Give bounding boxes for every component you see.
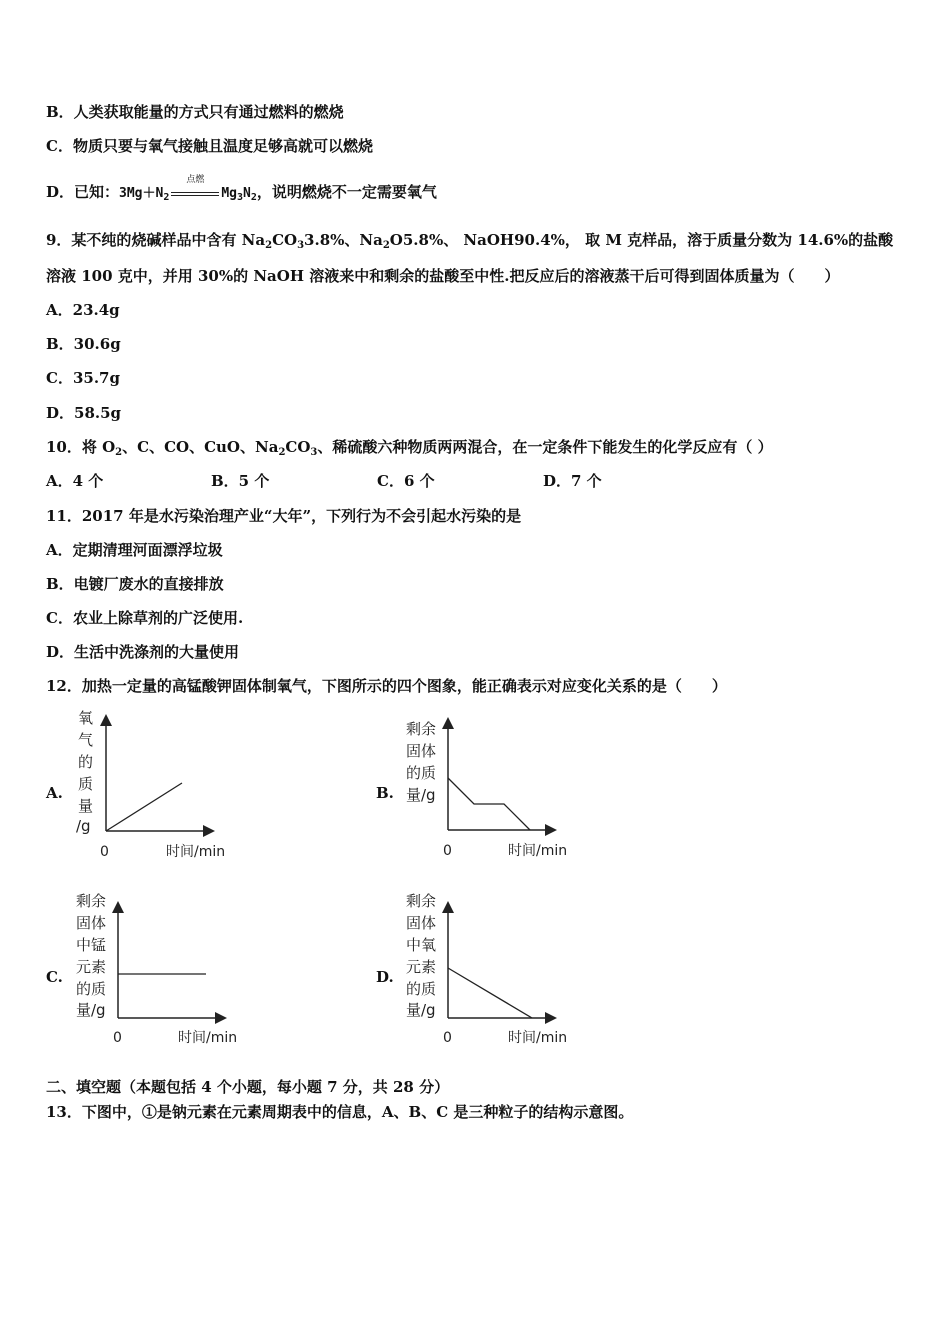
q9-option-c: C．35.7g [46, 369, 120, 387]
graph-d-ylabel-6: 量/g [406, 1001, 436, 1019]
q13-stem: 13．下图中，①是钠元素在元素周期表中的信息，A、B、C 是三种粒子的结构示意图。 [46, 1103, 634, 1121]
graph-b-ylabel-4: 量/g [406, 786, 436, 804]
q9-option-b: B．30.6g [46, 335, 121, 353]
reaction-condition: 点燃 [186, 175, 205, 185]
graph-d-ylabel-3: 中氧 [406, 936, 437, 954]
graph-d-ylabel-5: 的质 [406, 980, 437, 998]
graph-a-ylabel-5: 量 [78, 797, 94, 815]
graph-b-origin: 0 [443, 843, 452, 859]
graph-a [70, 705, 250, 865]
q10-option-c: C．6 个 [377, 472, 435, 490]
graph-a-ylabel-6: /g [76, 817, 91, 835]
q10-option-a: A．4 个 [46, 472, 104, 490]
q9-option-a: A．23.4g [46, 301, 120, 319]
graph-a-ylabel-2: 气 [78, 731, 94, 749]
q10-option-d: D．7 个 [543, 472, 602, 490]
graph-d-xlabel: 时间/min [508, 1030, 568, 1046]
graph-a-ylabel-4: 质 [78, 775, 94, 793]
q8-option-b: B．人类获取能量的方式只有通过燃料的燃烧 [46, 103, 344, 121]
graph-a-curve [106, 783, 182, 831]
q11-option-c: C．农业上除草剂的广泛使用. [46, 609, 244, 627]
q10-stem: 10．将 $O_2$、C、CO、CuO、$Na_2CO_3$、稀硫酸六种物质两两混合，在一定条件下能发生的化学反应有（ ） [46, 438, 773, 458]
graph-c-ylabel-5: 的质 [76, 980, 107, 998]
q11-option-a: A．定期清理河面漂浮垃圾 [46, 541, 223, 559]
graph-c-ylabel-6: 量/g [76, 1001, 106, 1019]
q8-option-d: D．已知：$3Mg+N_2$ 点燃 $Mg_3N_2$，说明燃烧不一定需要氧气 [46, 182, 437, 204]
q12-stem: 12．加热一定量的高锰酸钾固体制氧气，下图所示的四个图象，能正确表示对应变化关系的是（ ） [46, 677, 727, 695]
q9-stem-line2: 溶液 100 克中，并用 30%的 NaOH 溶液来中和剩余的盐酸至中性.把反应后的溶液蒸干后可得到固体质量为（ ） [46, 267, 840, 285]
graph-d [400, 888, 590, 1050]
graph-a-label: A. [46, 784, 63, 802]
graph-a-xlabel: 时间/min [166, 844, 226, 860]
graph-a-ylabel-3: 的 [78, 753, 94, 771]
graph-b-label: B. [376, 784, 394, 802]
graph-b-ylabel-2: 固体 [406, 742, 437, 760]
graph-a-origin: 0 [100, 844, 109, 860]
q10-option-b: B．5 个 [211, 472, 270, 490]
graph-d-label: D. [376, 968, 394, 986]
reaction-equation: $3Mg+N_2$ 点燃 $Mg_3N_2$ [119, 184, 257, 204]
q11-stem: 11．2017 年是水污染治理产业“大年”，下列行为不会引起水污染的是 [46, 507, 522, 525]
graph-c-xlabel: 时间/min [178, 1030, 238, 1046]
graph-c-ylabel-2: 固体 [76, 914, 107, 932]
graph-b-ylabel-1: 剩余 [406, 720, 437, 738]
equals-sign-icon [171, 192, 219, 196]
graph-b-curve [448, 778, 530, 830]
graph-a-ylabel-1: 氧 [78, 709, 94, 727]
q11-option-d: D．生活中洗涤剂的大量使用 [46, 643, 240, 661]
graph-d-origin: 0 [443, 1030, 452, 1046]
graph-c-ylabel-1: 剩余 [76, 892, 107, 910]
graph-b-xlabel: 时间/min [508, 843, 568, 859]
graph-c [70, 888, 260, 1050]
q11-option-b: B．电镀厂废水的直接排放 [46, 575, 224, 593]
graph-c-origin: 0 [113, 1030, 122, 1046]
graph-c-label: C. [46, 968, 63, 986]
graph-b [400, 712, 590, 862]
graph-d-ylabel-4: 元素 [406, 958, 437, 976]
graph-c-ylabel-4: 元素 [76, 958, 107, 976]
q9-option-d: D．58.5g [46, 404, 122, 422]
graph-c-ylabel-3: 中锰 [76, 936, 107, 954]
graph-d-ylabel-1: 剩余 [406, 892, 437, 910]
graph-b-ylabel-3: 的质 [406, 764, 437, 782]
graph-d-curve [448, 968, 532, 1018]
section-title: 二、填空题（本题包括 4 个小题，每小题 7 分，共 28 分） [46, 1078, 450, 1096]
q9-stem-line1: 9．某不纯的烧碱样品中含有 $Na_2CO_33.8\%$、$Na_2O5.8\%$、 NaOH90.4%， 取 M 克样品，溶于质量分数为 14.6%的盐酸 [46, 231, 894, 251]
graph-d-ylabel-2: 固体 [406, 914, 437, 932]
q8-option-c: C．物质只要与氧气接触且温度足够高就可以燃烧 [46, 137, 373, 155]
